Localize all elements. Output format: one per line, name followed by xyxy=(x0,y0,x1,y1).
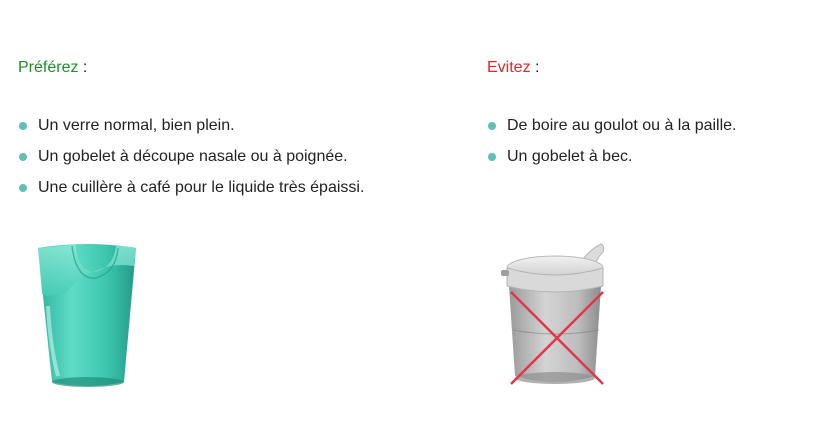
prefer-heading xyxy=(18,58,87,78)
prefer-heading-colon: : xyxy=(78,59,88,76)
prefer-list xyxy=(18,116,364,209)
list-item-text: Un gobelet à bec. xyxy=(507,148,633,165)
list-item xyxy=(18,116,364,147)
avoid-heading xyxy=(487,58,539,78)
list-item-text: De boire au goulot ou à la paille. xyxy=(507,117,737,134)
list-item-text: Un verre normal, bien plein. xyxy=(38,117,235,134)
bullet-icon xyxy=(19,122,27,130)
list-item-text: Une cuillère à café pour le liquide très épaissi. xyxy=(38,179,365,196)
avoid-heading-word: Evitez xyxy=(487,59,531,76)
spouted-cup-crossed-out-icon xyxy=(497,238,615,398)
prefer-heading-word: Préférez xyxy=(18,59,79,76)
nose-cutout-cup-icon xyxy=(36,236,140,396)
bullet-icon xyxy=(19,184,27,192)
list-item xyxy=(18,178,364,209)
avoid-heading-colon: : xyxy=(530,59,540,76)
bullet-icon xyxy=(488,153,496,161)
list-item xyxy=(487,116,737,147)
avoid-list xyxy=(487,116,737,178)
list-item xyxy=(18,147,364,178)
list-item xyxy=(487,147,737,178)
bullet-icon xyxy=(19,153,27,161)
list-item-text: Un gobelet à découpe nasale ou à poignée. xyxy=(38,148,348,165)
bullet-icon xyxy=(488,122,496,130)
